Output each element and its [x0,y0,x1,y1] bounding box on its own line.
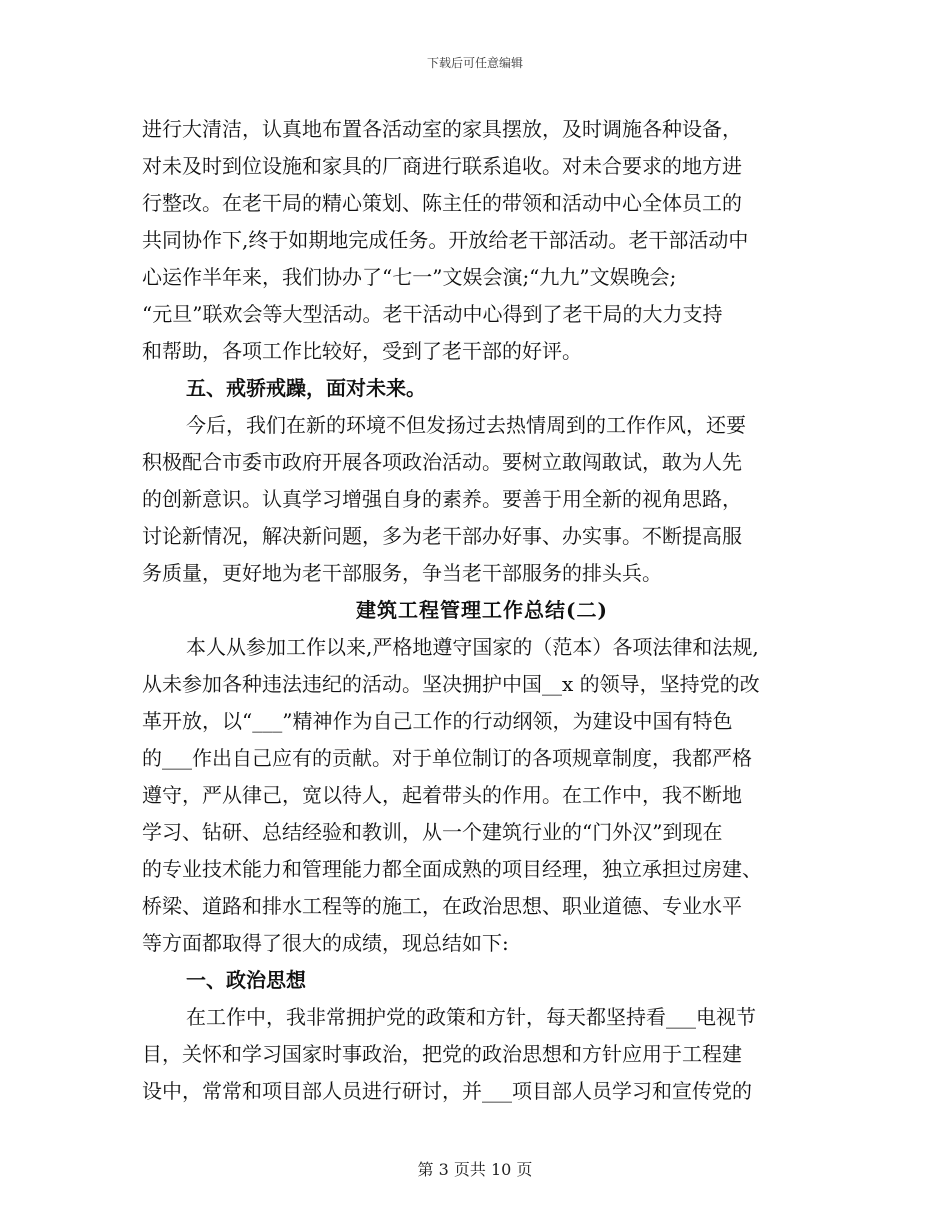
text-line: 等方面都取得了很大的成绩，现总结如下: [142,931,509,955]
text-line: 行整改。在老干局的精心策划、陈主任的带领和活动中心全体员工的 [142,191,742,215]
text-line: 共同协作下,终于如期地完成任务。开放给老干部活动。老干部活动中 [142,228,749,252]
text-line: 学习、钻研、总结经验和教训，从一个建筑行业的“门外汉”到现在 [142,820,723,844]
text-line: 的创新意识。认真学习增强自身的素养。要善于用全新的视角思路， [142,487,742,511]
text-line: “元旦”联欢会等大型活动。老干活动中心得到了老干局的大力支持 [142,302,723,326]
text-line: 讨论新情况，解决新问题，多为老干部办好事、办实事。不断提高服 [142,524,742,548]
text-line: 和帮助，各项工作比较好，受到了老干部的好评。 [142,339,582,363]
text-line: 本人从参加工作以来,严格地遵守国家的（范本）各项法律和法规, [186,635,759,659]
text-line: 对未及时到位设施和家具的厂商进行联系追收。对未合要求的地方进 [142,154,742,178]
section-heading: 一、政治思想 [186,968,306,992]
text-line: 从未参加各种违法违纪的活动。坚决拥护中国__x 的领导，坚持党的改 [142,672,760,696]
text-line: 遵守，严从律己，宽以待人，起着带头的作用。在工作中，我不断地 [142,783,742,807]
section-title: 建筑工程管理工作总结(二) [356,598,608,622]
text-line: 在工作中，我非常拥护党的政策和方针，每天都坚持看___电视节 [186,1005,756,1029]
text-line: 心运作半年来，我们协办了“七一”文娱会演;“九九”文娱晚会; [142,265,677,289]
text-line: 的___作出自己应有的贡献。对于单位制订的各项规章制度，我都严格 [142,746,752,770]
text-line: 设中，常常和项目部人员进行研讨，并___项目部人员学习和宣传党的 [142,1079,752,1103]
page-header: 下载后可任意编辑 [426,56,523,70]
text-line: 务质量，更好地为老干部服务，争当老干部服务的排头兵。 [142,561,662,585]
page-footer: 第 3 页共 10 页 [417,1160,533,1179]
text-line: 今后，我们在新的环境不但发扬过去热情周到的工作作风，还要 [186,413,746,437]
text-line: 的专业技术能力和管理能力都全面成熟的项目经理，独立承担过房建、 [142,857,762,881]
section-heading: 五、戒骄戒躁，面对未来。 [186,376,426,400]
text-line: 桥梁、道路和排水工程等的施工，在政治思想、职业道德、专业水平 [142,894,742,918]
text-line: 积极配合市委市政府开展各项政治活动。要树立敢闯敢试，敢为人先 [142,450,742,474]
text-line: 进行大清洁，认真地布置各活动室的家具摆放，及时调施各种设备， [142,117,742,141]
text-line: 目，关怀和学习国家时事政治，把党的政治思想和方针应用于工程建 [142,1042,742,1066]
document-body [142,111,822,1110]
text-line: 革开放，以“___”精神作为自己工作的行动纲领，为建设中国有特色 [142,709,733,733]
